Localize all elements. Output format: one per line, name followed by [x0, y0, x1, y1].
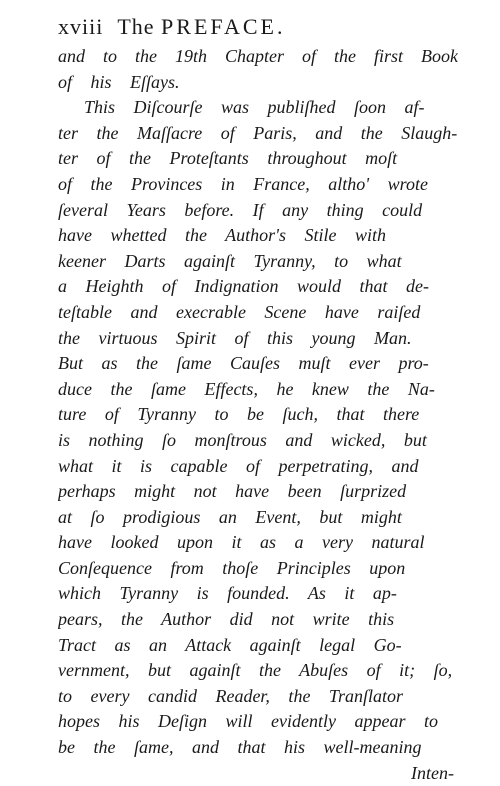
text-line: ture of Tyranny to be ſuch, that there	[58, 404, 420, 425]
text-line: perhaps might not have been ſurprized	[58, 481, 407, 502]
text-line: ſeveral Years before. If any thing could	[58, 199, 423, 220]
text-line: at ſo prodigious an Event, but might	[58, 506, 402, 527]
text-line: what it is capable of perpetrating, and	[58, 455, 419, 476]
page-header	[58, 14, 458, 44]
text-line: Tract as an Attack againſt legal Go-	[58, 634, 402, 655]
text-line: Conſequence from thoſe Principles upon	[58, 557, 406, 578]
text-line: Inten-	[411, 762, 454, 783]
text-line: teſtable and execrable Scene have raiſed	[58, 301, 421, 322]
text-line: ter of the Proteſtants throughout moſt	[58, 148, 398, 169]
running-title-article: The	[117, 14, 155, 39]
text-line: is nothing ſo monſtrous and wicked, but	[58, 429, 427, 450]
text-line: pears, the Author did not write this	[58, 609, 395, 630]
text-line: keener Darts againſt Tyranny, to what	[58, 250, 402, 271]
text-line: and to the 19th Chapter of the first Book	[58, 46, 458, 66]
text-line: of his Eſſays.	[58, 71, 180, 92]
text-line: be the ſame, and that his well-meaning	[58, 737, 422, 758]
text-line: have whetted the Author's Stile with	[58, 225, 386, 246]
text-line: to every candid Reader, the Tranſlator	[58, 685, 403, 706]
text-line: of the Provinces in France, altho' wrote	[58, 173, 428, 194]
text-line: But as the ſame Cauſes muſt ever pro-	[58, 353, 429, 374]
text-line: vernment, but againſt the Abuſes of it; ſo,	[58, 660, 453, 681]
page-number: xviii	[58, 14, 104, 39]
text-line: a Heighth of Indignation would that de-	[58, 276, 429, 297]
running-title	[117, 14, 285, 40]
book-page	[58, 14, 458, 786]
text-line: This Diſcourſe was publiſhed ſoon af-	[84, 97, 425, 118]
running-title-main: PREFACE.	[161, 14, 286, 39]
text-line: the virtuous Spirit of this young Man.	[58, 327, 412, 348]
body-text	[58, 44, 458, 786]
text-line: duce the ſame Effects, he knew the Na-	[58, 378, 435, 399]
text-line: have looked upon it as a very natural	[58, 532, 425, 553]
text-line: ter the Maſſacre of Paris, and the Slaugh-	[58, 122, 458, 143]
text-line: hopes his Deſign will evidently appear to	[58, 711, 438, 732]
text-line: which Tyranny is founded. As it ap-	[58, 583, 397, 604]
